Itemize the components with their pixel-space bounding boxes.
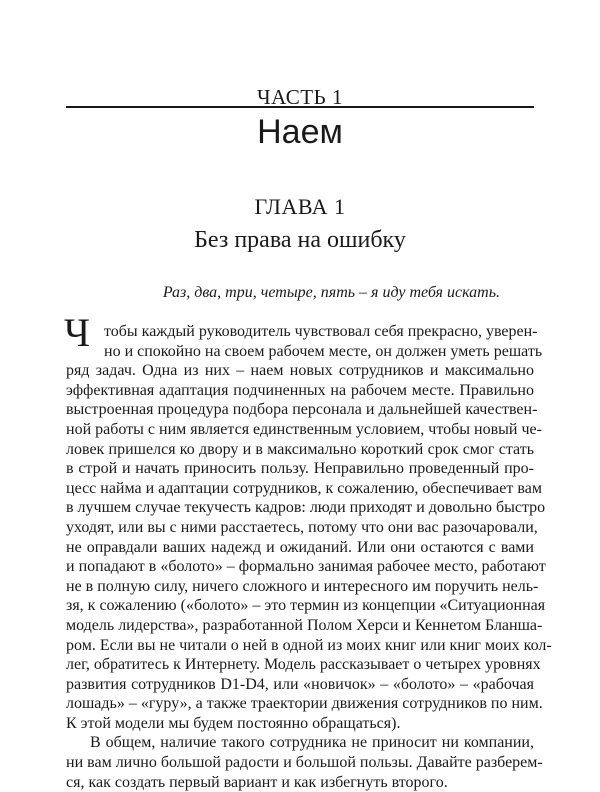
body-line: зя, к сожалению («болото» – это термин из концепции «Ситуационная [66,597,546,615]
part-label: ЧАСТЬ 1 [257,85,343,109]
drop-cap: Ч [64,310,90,355]
body-line: в строй и начать приносить пользу. Неправильно проведенный про- [66,460,534,478]
body-line-text: тобы каждый руководитель чувствовал себя прекрасно, уверен- [104,323,538,340]
body-line: эффективная адаптация подчиненных на рабочем месте. Правильно [66,381,534,399]
body-line: в лучшем случае текучесть кадров: люди приходят и довольно быстро [66,499,546,517]
chapter-label: ГЛАВА 1 [254,194,346,219]
body-line: ни вам лично большой радости и большой пользы. Давайте разберем- [66,754,543,772]
part-divider [66,106,534,108]
body-line: выстроенная процедура подбора персонала и дальнейшей качествен- [66,401,538,419]
body-line: ряд задач. Одна из них – наем новых сотрудников и максимально [66,362,534,380]
body-line: лошадь» – «гуру», а также траектории движения сотрудников по ним. [66,695,543,713]
body-line: уходят, или вы с ними расстаетесь, потому что они вас разочаровали, [66,518,538,536]
body-line: К этой модели мы будем постоянно обращаться). [66,714,401,732]
part-title: Наем [257,113,343,151]
body-line: ром. Если вы не читали о ней в одной из моих книг или книг моих кол- [66,636,552,654]
body-text [64,310,552,792]
body-line: цесс найма и адаптации сотрудников, к сожалению, обеспечивает вам [66,479,542,497]
body-line: и попадают в «болото» – формально занимая рабочее место, работают [66,558,546,576]
body-line: модель лидерства», разработанной Полом Херси и Кеннетом Бланша- [66,616,543,634]
epigraph: Раз, два, три, четыре, пять – я иду тебя искать. [162,284,500,301]
body-line: ся, как создать первый вариант и как избегнуть второго. [66,773,448,791]
body-line: но и спокойно на своем рабочем месте, он должен уметь решать [104,342,543,360]
body-line: ловек пришелся ко двору и в максимально короткий срок смог стать [66,440,534,458]
chapter-title: Без права на ошибку [194,227,406,253]
body-line: лег, обратитесь к Интернету. Модель рассказывает о четырех уровнях [66,656,541,674]
body-line: не в полную силу, ничего сложного и интересного им поручить нель- [66,577,539,595]
body-line: В общем, наличие такого сотрудника не приносит ни компании, [90,734,534,752]
body-line: не оправдали ваших надежд и ожиданий. Или они остаются с вами [66,538,534,556]
body-line: ной работы с ним является единственным условием, чтобы новый че- [66,420,542,438]
body-line: развития сотрудников D1-D4, или «новичок» – «болото» – «рабочая [66,675,534,693]
